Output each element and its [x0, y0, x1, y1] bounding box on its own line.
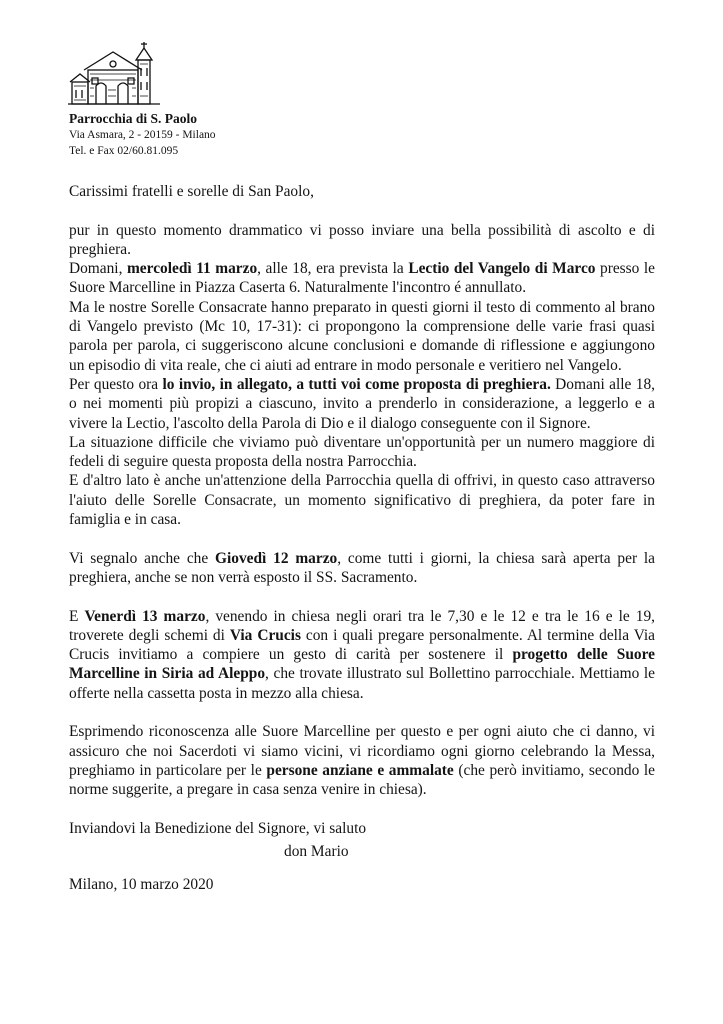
closing-line: Inviandovi la Benedizione del Signore, vi saluto — [69, 819, 367, 837]
paragraph-lectio: Domani, mercoledì 11 marzo, alle 18, era prevista la Lectio del Vangelo di Marco presso le Suore Marcelline in Piazza Caserta 6. Naturalmente l'incontro é annullato. — [69, 260, 655, 297]
signature: don Mario — [284, 843, 349, 860]
parish-phone: Tel. e Fax 02/60.81.095 — [69, 145, 179, 157]
church-logo — [66, 40, 162, 108]
letter-date: Milano, 10 marzo 2020 — [69, 876, 214, 893]
paragraph-gratitude: Esprimendo riconoscenza alle Suore Marcelline per questo e per ogni aiuto che ci danno, vi assicuro che noi Sacerdoti vi siamo vicini, vi ricordiamo ogni giorno celebrando la Messa, preghiamo in particolare per le persone anziane e ammalate (che però invitiamo, secondo le norme suggerite, a pregare in casa senza venire in chiesa). — [69, 723, 655, 799]
paragraph-friday: E Venerdì 13 marzo, venendo in chiesa negli orari tra le 7,30 e le 12 e tra le 16 e le 19, troverete degli schemi di Via Crucis con i quali pregare personalmente. Al termine della Via Crucis invitiamo a compiere un gesto di carità per sostenere il progetto delle Suore Marcelline in Siria ad Aleppo, che trovate illustrato sul Bollettino parrocchiale. Mettiamo le offerte nella cassetta posta in mezzo alla chiesa. — [69, 607, 656, 702]
parish-name: Parrocchia di S. Paolo — [69, 111, 197, 126]
letter-body — [69, 182, 655, 838]
parish-address: Via Asmara, 2 - 20159 - Milano — [69, 129, 216, 141]
parish-header — [69, 111, 216, 159]
paragraph-attention: E d'altro lato è anche un'attenzione della Parrocchia quella di offrivi, in questo caso attraverso l'aiuto delle Sorelle Consacrate, un momento significativo di preghiera, da poter fare in famiglia e in casa. — [69, 472, 655, 529]
paragraph-intro: pur in questo momento drammatico vi posso inviare una bella possibilità di ascolto e di preghiera. — [69, 221, 655, 258]
paragraph-commentary: Ma le nostre Sorelle Consacrate hanno preparato in questi giorni il testo di commento al brano di Vangelo previsto (Mc 10, 17-31): ci propongono la comprensione delle varie frasi quasi parola per parola, ci suggeriscono alcune conclusioni e domande di riflessione e aggiungono un episodio di vita reale, che ci aiuti ad entrare in modo personale e veritiero nel Vangelo. — [69, 298, 655, 374]
paragraph-thursday: Vi segnalo anche che Giovedì 12 marzo, come tutti i giorni, la chiesa sarà aperta per la preghiera, anche se non verrà esposto il SS. Sacramento. — [69, 549, 655, 586]
salutation: Carissimi fratelli e sorelle di San Paolo, — [69, 183, 314, 200]
paragraph-attachment: Per questo ora lo invio, in allegato, a tutti voi come proposta di preghiera. Domani alle 18, o nei momenti più propizi a ciascuno, invito a prenderlo in considerazione, a leggerlo e a vivere la Lectio, l'ascolto della Parola di Dio e il dialogo conseguente con il Signore. — [69, 375, 655, 432]
paragraph-situation: La situazione difficile che viviamo può diventare un'opportunità per un numero maggiore di fedeli di seguire questa proposta della nostra Parrocchia. — [69, 433, 655, 471]
